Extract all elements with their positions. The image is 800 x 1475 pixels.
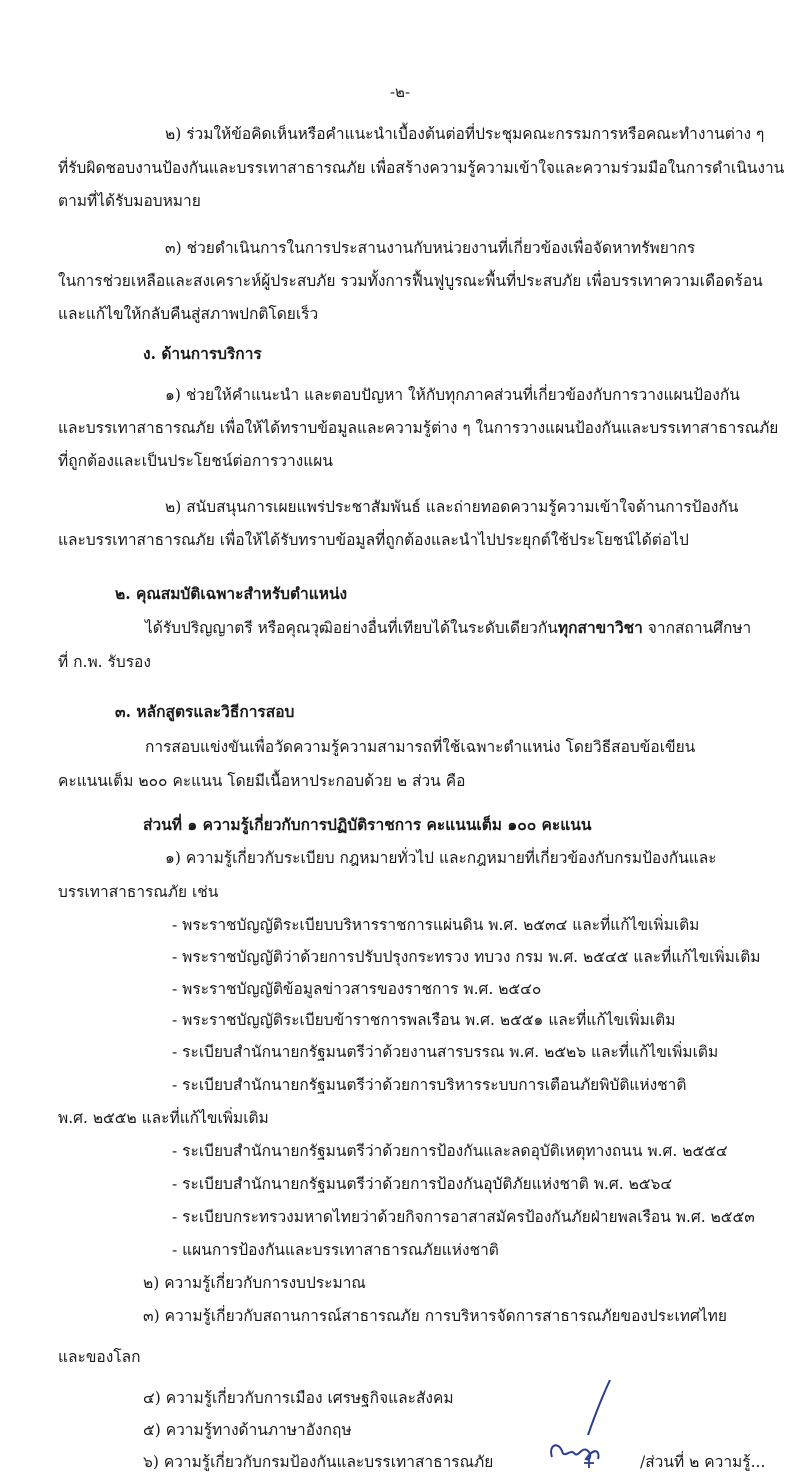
service-item1-line2: และบรรเทาสาธารณภัย เพื่อให้ได้ทราบข้อมูลและความรู้ต่าง ๆ ในการวางแผนป้องกันและบรรเทาสาธารณภัย	[58, 419, 779, 437]
law-item: - แผนการป้องกันและบรรเทาสาธารณภัยแห่งชาติ	[172, 1241, 499, 1259]
intro-item2-line2: ที่รับผิดชอบงานป้องกันและบรรเทาสาธารณภัย เพื่อสร้างความรู้ความเข้าใจและความร่วมมือในการดำเนินงาน	[58, 159, 785, 177]
exam-item3-line1: ๓) ความรู้เกี่ยวกับสถานการณ์สาธารณภัย การบริหารจัดการสาธารณภัยของประเทศไทย	[143, 1307, 727, 1325]
exam-item1-line1: ๑) ความรู้เกี่ยวกับระเบียบ กฎหมายทั่วไป และกฎหมายที่เกี่ยวข้องกับกรมป้องกันและ	[165, 849, 717, 867]
service-item1-line1: ๑) ช่วยให้คำแนะนำ และตอบปัญหา ให้กับทุกภาคส่วนที่เกี่ยวข้องกับการวางแผนป้องกัน	[165, 386, 740, 404]
exam-part1-heading: ส่วนที่ ๑ ความรู้เกี่ยวกับการปฏิบัติราชการ คะแนนเต็ม ๑๐๐ คะแนน	[143, 815, 592, 834]
service-heading: ง. ด้านการบริการ	[143, 344, 262, 363]
qualification-line1-a: ได้รับปริญญาตรี หรือคุณวุฒิอย่างอื่นที่เทียบได้ในระดับเดียวกัน	[145, 619, 558, 637]
signature-icon	[540, 1375, 630, 1475]
law-item: - ระเบียบสำนักนายกรัฐมนตรีว่าด้วยการป้องกันอุบัติภัยแห่งชาติ พ.ศ. ๒๕๖๔	[172, 1175, 673, 1193]
law-item: - พระราชบัญญัติระเบียบบริหารราชการแผ่นดิน พ.ศ. ๒๕๓๔ และที่แก้ไขเพิ่มเติม	[172, 916, 700, 934]
exam-item5: ๕) ความรู้ทางด้านภาษาอังกฤษ	[143, 1421, 352, 1439]
intro-item3-line2: ในการช่วยเหลือและสงเคราะห์ผู้ประสบภัย รวมทั้งการฟื้นฟูบูรณะพื้นที่ประสบภัย เพื่อบรรเทาความเดือดร้อน	[58, 272, 763, 290]
law-item: - พระราชบัญญัติระเบียบข้าราชการพลเรือน พ.ศ. ๒๕๕๑ และที่แก้ไขเพิ่มเติม	[172, 1011, 676, 1029]
service-item1-line3: ที่ถูกต้องและเป็นประโยชน์ต่อการวางแผน	[58, 452, 333, 470]
qualification-field-emphasis: ทุกสาขาวิชา	[557, 618, 643, 637]
qualification-heading: ๒. คุณสมบัติเฉพาะสำหรับตำแหน่ง	[115, 584, 348, 603]
qualification-line2: ที่ ก.พ. รับรอง	[58, 653, 151, 671]
qualification-line1-c: จากสถานศึกษา	[642, 619, 752, 637]
exam-item2: ๒) ความรู้เกี่ยวกับการงบประมาณ	[143, 1274, 366, 1292]
intro-item3-line1: ๓) ช่วยดำเนินการในการประสานงานกับหน่วยงานที่เกี่ยวข้องเพื่อจัดหาทรัพยากร	[165, 239, 696, 257]
law-item: - ระเบียบกระทรวงมหาดไทยว่าด้วยกิจการอาสาสมัครป้องกันภัยฝ่ายพลเรือน พ.ศ. ๒๕๕๓	[172, 1208, 755, 1226]
exam-item3-line2: และของโลก	[58, 1348, 141, 1366]
exam-line1: การสอบแข่งขันเพื่อวัดความรู้ความสามารถที่ใช้เฉพาะตำแหน่ง โดยวิธีสอบข้อเขียน	[145, 738, 696, 756]
page-continuation: /ส่วนที่ ๒ ความรู้...	[640, 1453, 766, 1471]
intro-item2-line3: ตามที่ได้รับมอบหมาย	[58, 192, 201, 210]
law-item: - พระราชบัญญัติว่าด้วยการปรับปรุงกระทรวง ทบวง กรม พ.ศ. ๒๕๔๕ และที่แก้ไขเพิ่มเติม	[172, 948, 761, 966]
exam-heading: ๓. หลักสูตรและวิธีการสอบ	[115, 702, 295, 721]
exam-item1-line2: บรรเทาสาธารณภัย เช่น	[58, 883, 219, 901]
law-item-continuation: พ.ศ. ๒๕๕๒ และที่แก้ไขเพิ่มเติม	[58, 1109, 269, 1127]
intro-item3-line3: และแก้ไขให้กลับคืนสู่สภาพปกติโดยเร็ว	[58, 305, 319, 323]
exam-item6: ๖) ความรู้เกี่ยวกับกรมป้องกันและบรรเทาสาธารณภัย	[143, 1453, 494, 1471]
law-item: - ระเบียบสำนักนายกรัฐมนตรีว่าด้วยงานสารบรรณ พ.ศ. ๒๕๒๖ และที่แก้ไขเพิ่มเติม	[172, 1043, 719, 1061]
service-item2-line2: และบรรเทาสาธารณภัย เพื่อให้ได้รับทราบข้อมูลที่ถูกต้องและนำไปประยุกต์ใช้ประโยชน์ได้ต่อไป	[58, 531, 689, 549]
service-item2-line1: ๒) สนับสนุนการเผยแพร่ประชาสัมพันธ์ และถ่ายทอดความรู้ความเข้าใจด้านการป้องกัน	[165, 498, 739, 516]
intro-item2-line1: ๒) ร่วมให้ข้อคิดเห็นหรือคำแนะนำเบื้องต้นต่อที่ประชุมคณะกรรมการหรือคณะทำงานต่าง ๆ	[165, 125, 765, 143]
qualification-line1	[145, 618, 751, 638]
law-item: - พระราชบัญญัติข้อมูลข่าวสารของราชการ พ.ศ. ๒๕๔๐	[172, 980, 542, 998]
exam-line2: คะแนนเต็ม ๒๐๐ คะแนน โดยมีเนื้อหาประกอบด้วย ๒ ส่วน คือ	[58, 772, 466, 790]
exam-item4: ๔) ความรู้เกี่ยวกับการเมือง เศรษฐกิจและสังคม	[143, 1389, 454, 1407]
law-item: - ระเบียบสำนักนายกรัฐมนตรีว่าด้วยการบริหารระบบการเตือนภัยพิบัติแห่งชาติ	[172, 1076, 687, 1094]
law-item: - ระเบียบสำนักนายกรัฐมนตรีว่าด้วยการป้องกันและลดอุบัติเหตุทางถนน พ.ศ. ๒๕๕๔	[172, 1142, 728, 1160]
page-number: -๒-	[389, 83, 411, 101]
